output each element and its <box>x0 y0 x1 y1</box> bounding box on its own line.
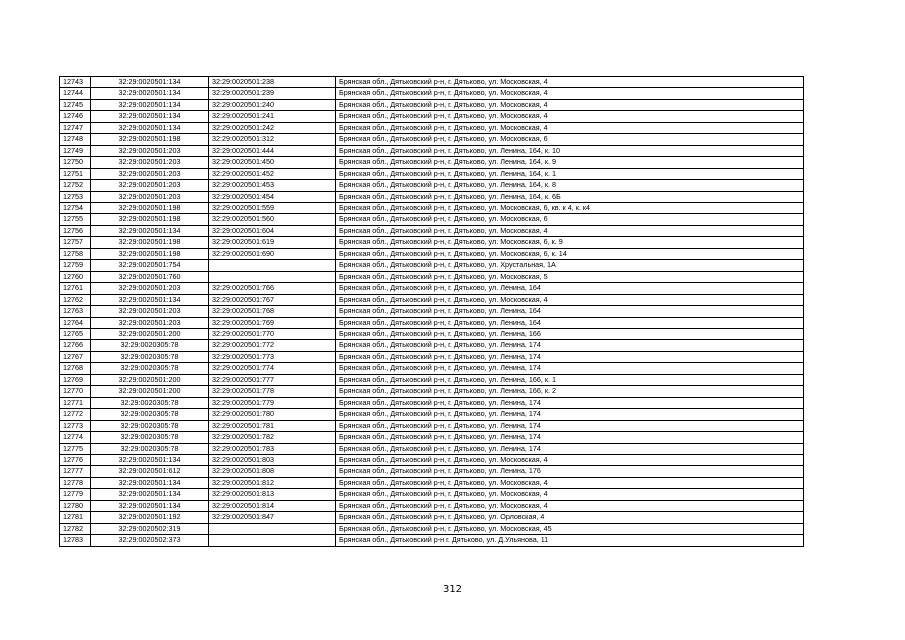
row-number-cell: 12765 <box>60 328 91 339</box>
object-cadastral-cell: 32:29:0020501:240 <box>209 99 336 110</box>
table-row <box>60 374 804 385</box>
object-cadastral-cell: 32:29:0020501:766 <box>209 283 336 294</box>
parent-cadastral-cell: 32:29:0020501:134 <box>91 489 209 500</box>
row-number-cell: 12753 <box>60 191 91 202</box>
object-cadastral-cell: 32:29:0020501:814 <box>209 500 336 511</box>
parent-cadastral-cell: 32:29:0020501:134 <box>91 99 209 110</box>
address-cell: Брянская обл., Дятьковский р-н, г. Дятьково, ул. Московская, 4 <box>336 294 804 305</box>
table-row <box>60 432 804 443</box>
object-cadastral-cell: 32:29:0020501:604 <box>209 225 336 236</box>
row-number-cell: 12770 <box>60 386 91 397</box>
table-row <box>60 237 804 248</box>
address-cell: Брянская обл., Дятьковский р-н, г. Дятьково, ул. Ленина, 164, к. 10 <box>336 145 804 156</box>
table-row <box>60 294 804 305</box>
object-cadastral-cell <box>209 535 336 546</box>
object-cadastral-cell: 32:29:0020501:782 <box>209 432 336 443</box>
row-number-cell: 12750 <box>60 157 91 168</box>
object-cadastral-cell: 32:29:0020501:768 <box>209 306 336 317</box>
parent-cadastral-cell: 32:29:0020501:134 <box>91 225 209 236</box>
object-cadastral-cell: 32:29:0020501:619 <box>209 237 336 248</box>
object-cadastral-cell: 32:29:0020501:767 <box>209 294 336 305</box>
row-number-cell: 12758 <box>60 248 91 259</box>
parent-cadastral-cell: 32:29:0020501:203 <box>91 191 209 202</box>
table-row <box>60 191 804 202</box>
address-cell: Брянская обл., Дятьковский р-н, г. Дятьково, ул. Ленина, 174 <box>336 432 804 443</box>
table-row <box>60 88 804 99</box>
row-number-cell: 12744 <box>60 88 91 99</box>
address-cell: Брянская обл., Дятьковский р-н, г. Дятьково, ул. Московская, 4 <box>336 88 804 99</box>
table-row <box>60 271 804 282</box>
address-cell: Брянская обл., Дятьковский р-н, г. Дятьково, ул. Московская, 4 <box>336 225 804 236</box>
object-cadastral-cell: 32:29:0020501:452 <box>209 168 336 179</box>
address-cell: Брянская обл., Дятьковский р-н, г. Дятьково, ул. Ленина, 166, к. 2 <box>336 386 804 397</box>
parent-cadastral-cell: 32:29:0020501:203 <box>91 317 209 328</box>
row-number-cell: 12774 <box>60 432 91 443</box>
parent-cadastral-cell: 32:29:0020305:78 <box>91 363 209 374</box>
address-cell: Брянская обл., Дятьковский р-н, г. Дятьково, ул. Московская, 4 <box>336 477 804 488</box>
object-cadastral-cell: 32:29:0020501:444 <box>209 145 336 156</box>
parent-cadastral-cell: 32:29:0020501:754 <box>91 260 209 271</box>
address-cell: Брянская обл., Дятьковский р-н, г. Дятьково, ул. Московская, 4 <box>336 454 804 465</box>
parent-cadastral-cell: 32:29:0020501:203 <box>91 306 209 317</box>
address-cell: Брянская обл., Дятьковский р-н, г. Дятьково, ул. Ленина, 174 <box>336 397 804 408</box>
address-cell: Брянская обл., Дятьковский р-н г. Дятьково, ул. Д.Ульянова, 11 <box>336 535 804 546</box>
table-row <box>60 386 804 397</box>
object-cadastral-cell: 32:29:0020501:241 <box>209 111 336 122</box>
row-number-cell: 12751 <box>60 168 91 179</box>
address-cell: Брянская обл., Дятьковский р-н, г. Дятьково, ул. Московская, 6 <box>336 134 804 145</box>
table-row <box>60 317 804 328</box>
table-row <box>60 306 804 317</box>
parent-cadastral-cell: 32:29:0020305:78 <box>91 351 209 362</box>
parent-cadastral-cell: 32:29:0020305:78 <box>91 397 209 408</box>
table-row <box>60 99 804 110</box>
parent-cadastral-cell: 32:29:0020502:319 <box>91 523 209 534</box>
parent-cadastral-cell: 32:29:0020501:203 <box>91 180 209 191</box>
object-cadastral-cell: 32:29:0020501:777 <box>209 374 336 385</box>
table-row <box>60 122 804 133</box>
table-row <box>60 168 804 179</box>
table-row <box>60 157 804 168</box>
parent-cadastral-cell: 32:29:0020501:134 <box>91 111 209 122</box>
address-cell: Брянская обл., Дятьковский р-н, г. Дятьково, ул. Московская, 4 <box>336 489 804 500</box>
parent-cadastral-cell: 32:29:0020501:134 <box>91 500 209 511</box>
table-row <box>60 535 804 546</box>
parent-cadastral-cell: 32:29:0020501:198 <box>91 134 209 145</box>
parent-cadastral-cell: 32:29:0020501:134 <box>91 454 209 465</box>
object-cadastral-cell: 32:29:0020501:847 <box>209 512 336 523</box>
row-number-cell: 12749 <box>60 145 91 156</box>
parent-cadastral-cell: 32:29:0020501:760 <box>91 271 209 282</box>
parent-cadastral-cell: 32:29:0020501:203 <box>91 168 209 179</box>
object-cadastral-cell: 32:29:0020501:772 <box>209 340 336 351</box>
row-number-cell: 12783 <box>60 535 91 546</box>
row-number-cell: 12755 <box>60 214 91 225</box>
parent-cadastral-cell: 32:29:0020501:200 <box>91 328 209 339</box>
object-cadastral-cell: 32:29:0020501:808 <box>209 466 336 477</box>
object-cadastral-cell: 32:29:0020501:239 <box>209 88 336 99</box>
object-cadastral-cell: 32:29:0020501:774 <box>209 363 336 374</box>
row-number-cell: 12764 <box>60 317 91 328</box>
object-cadastral-cell: 32:29:0020501:778 <box>209 386 336 397</box>
table-row <box>60 328 804 339</box>
object-cadastral-cell: 32:29:0020501:770 <box>209 328 336 339</box>
row-number-cell: 12766 <box>60 340 91 351</box>
table-row <box>60 248 804 259</box>
object-cadastral-cell: 32:29:0020501:560 <box>209 214 336 225</box>
address-cell: Брянская обл., Дятьковский р-н, г. Дятьково, ул. Ленина, 174 <box>336 443 804 454</box>
row-number-cell: 12776 <box>60 454 91 465</box>
table-row <box>60 260 804 271</box>
address-cell: Брянская обл., Дятьковский р-н, г. Дятьково, ул. Ленина, 174 <box>336 409 804 420</box>
table-row <box>60 454 804 465</box>
table-body <box>60 77 804 547</box>
parent-cadastral-cell: 32:29:0020305:78 <box>91 409 209 420</box>
parent-cadastral-cell: 32:29:0020501:134 <box>91 88 209 99</box>
row-number-cell: 12781 <box>60 512 91 523</box>
address-cell: Брянская обл., Дятьковский р-н, г. Дятьково, ул. Московская, 4 <box>336 77 804 88</box>
row-number-cell: 12743 <box>60 77 91 88</box>
object-cadastral-cell: 32:29:0020501:781 <box>209 420 336 431</box>
object-cadastral-cell: 32:29:0020501:450 <box>209 157 336 168</box>
table-row <box>60 283 804 294</box>
parent-cadastral-cell: 32:29:0020501:134 <box>91 294 209 305</box>
table-row <box>60 214 804 225</box>
row-number-cell: 12767 <box>60 351 91 362</box>
row-number-cell: 12760 <box>60 271 91 282</box>
object-cadastral-cell: 32:29:0020501:813 <box>209 489 336 500</box>
table-row <box>60 500 804 511</box>
object-cadastral-cell: 32:29:0020501:769 <box>209 317 336 328</box>
parent-cadastral-cell: 32:29:0020501:198 <box>91 214 209 225</box>
row-number-cell: 12769 <box>60 374 91 385</box>
table-row <box>60 512 804 523</box>
object-cadastral-cell: 32:29:0020501:812 <box>209 477 336 488</box>
object-cadastral-cell: 32:29:0020501:559 <box>209 202 336 213</box>
address-cell: Брянская обл., Дятьковский р-н, г. Дятьково, ул. Ленина, 174 <box>336 340 804 351</box>
row-number-cell: 12780 <box>60 500 91 511</box>
table-row <box>60 77 804 88</box>
address-cell: Брянская обл., Дятьковский р-н, г. Дятьково, ул. Московская, 45 <box>336 523 804 534</box>
address-cell: Брянская обл., Дятьковский р-н, г. Дятьково, ул. Ленина, 164, к. 1 <box>336 168 804 179</box>
table-row <box>60 443 804 454</box>
parent-cadastral-cell: 32:29:0020501:198 <box>91 202 209 213</box>
row-number-cell: 12761 <box>60 283 91 294</box>
parent-cadastral-cell: 32:29:0020501:200 <box>91 374 209 385</box>
cadastral-table <box>59 76 804 547</box>
row-number-cell: 12779 <box>60 489 91 500</box>
address-cell: Брянская обл., Дятьковский р-н, г. Дятьково, ул. Ленина, 164 <box>336 283 804 294</box>
object-cadastral-cell: 32:29:0020501:803 <box>209 454 336 465</box>
parent-cadastral-cell: 32:29:0020501:134 <box>91 77 209 88</box>
row-number-cell: 12757 <box>60 237 91 248</box>
object-cadastral-cell <box>209 523 336 534</box>
address-cell: Брянская обл., Дятьковский р-н, г. Дятьково, ул. Ленина, 174 <box>336 420 804 431</box>
row-number-cell: 12763 <box>60 306 91 317</box>
row-number-cell: 12745 <box>60 99 91 110</box>
parent-cadastral-cell: 32:29:0020501:134 <box>91 477 209 488</box>
address-cell: Брянская обл., Дятьковский р-н, г. Дятьково, ул. Орловская, 4 <box>336 512 804 523</box>
object-cadastral-cell: 32:29:0020501:242 <box>209 122 336 133</box>
table-row <box>60 420 804 431</box>
row-number-cell: 12768 <box>60 363 91 374</box>
row-number-cell: 12752 <box>60 180 91 191</box>
address-cell: Брянская обл., Дятьковский р-н, г. Дятьково, ул. Ленина, 164, к. 8 <box>336 180 804 191</box>
table-row <box>60 523 804 534</box>
row-number-cell: 12773 <box>60 420 91 431</box>
parent-cadastral-cell: 32:29:0020305:78 <box>91 432 209 443</box>
parent-cadastral-cell: 32:29:0020501:612 <box>91 466 209 477</box>
parent-cadastral-cell: 32:29:0020305:78 <box>91 443 209 454</box>
parent-cadastral-cell: 32:29:0020501:198 <box>91 237 209 248</box>
object-cadastral-cell: 32:29:0020501:238 <box>209 77 336 88</box>
table-row <box>60 180 804 191</box>
row-number-cell: 12778 <box>60 477 91 488</box>
table-row <box>60 111 804 122</box>
row-number-cell: 12777 <box>60 466 91 477</box>
row-number-cell: 12782 <box>60 523 91 534</box>
address-cell: Брянская обл., Дятьковский р-н, г. Дятьково, ул. Ленина, 164, к. 9 <box>336 157 804 168</box>
address-cell: Брянская обл., Дятьковский р-н, г. Дятьково, ул. Московская, 5 <box>336 271 804 282</box>
parent-cadastral-cell: 32:29:0020501:203 <box>91 157 209 168</box>
object-cadastral-cell: 32:29:0020501:780 <box>209 409 336 420</box>
address-cell: Брянская обл., Дятьковский р-н, г. Дятьково, ул. Ленина, 164 <box>336 317 804 328</box>
row-number-cell: 12759 <box>60 260 91 271</box>
row-number-cell: 12771 <box>60 397 91 408</box>
address-cell: Брянская обл., Дятьковский р-н, г. Дятьково, ул. Ленина, 166, к. 1 <box>336 374 804 385</box>
address-cell: Брянская обл., Дятьковский р-н, г. Дятьково, ул. Ленина, 166 <box>336 328 804 339</box>
table-row <box>60 363 804 374</box>
table-row <box>60 202 804 213</box>
parent-cadastral-cell: 32:29:0020501:203 <box>91 145 209 156</box>
table-row <box>60 351 804 362</box>
table-row <box>60 340 804 351</box>
object-cadastral-cell: 32:29:0020501:453 <box>209 180 336 191</box>
table-row <box>60 134 804 145</box>
address-cell: Брянская обл., Дятьковский р-н, г. Дятьково, ул. Московская, 4 <box>336 111 804 122</box>
object-cadastral-cell: 32:29:0020501:779 <box>209 397 336 408</box>
address-cell: Брянская обл., Дятьковский р-н, г. Дятьково, ул. Хрустальная, 1А <box>336 260 804 271</box>
object-cadastral-cell: 32:29:0020501:690 <box>209 248 336 259</box>
parent-cadastral-cell: 32:29:0020501:200 <box>91 386 209 397</box>
row-number-cell: 12754 <box>60 202 91 213</box>
address-cell: Брянская обл., Дятьковский р-н, г. Дятьково, ул. Ленина, 174 <box>336 363 804 374</box>
address-cell: Брянская обл., Дятьковский р-н, г. Дятьково, ул. Московская, 6, кв. к 4, к. к4 <box>336 202 804 213</box>
parent-cadastral-cell: 32:29:0020305:78 <box>91 340 209 351</box>
parent-cadastral-cell: 32:29:0020502:373 <box>91 535 209 546</box>
object-cadastral-cell: 32:29:0020501:773 <box>209 351 336 362</box>
parent-cadastral-cell: 32:29:0020501:203 <box>91 283 209 294</box>
object-cadastral-cell: 32:29:0020501:312 <box>209 134 336 145</box>
address-cell: Брянская обл., Дятьковский р-н, г. Дятьково, ул. Московская, 4 <box>336 99 804 110</box>
parent-cadastral-cell: 32:29:0020501:192 <box>91 512 209 523</box>
table-row <box>60 466 804 477</box>
row-number-cell: 12775 <box>60 443 91 454</box>
address-cell: Брянская обл., Дятьковский р-н, г. Дятьково, ул. Московская, 6, к. 9 <box>336 237 804 248</box>
table-row <box>60 477 804 488</box>
object-cadastral-cell <box>209 260 336 271</box>
table-row <box>60 225 804 236</box>
object-cadastral-cell <box>209 271 336 282</box>
page-number: 312 <box>442 584 463 595</box>
table-row <box>60 145 804 156</box>
object-cadastral-cell: 32:29:0020501:783 <box>209 443 336 454</box>
row-number-cell: 12747 <box>60 122 91 133</box>
row-number-cell: 12762 <box>60 294 91 305</box>
row-number-cell: 12756 <box>60 225 91 236</box>
table-row <box>60 409 804 420</box>
row-number-cell: 12748 <box>60 134 91 145</box>
row-number-cell: 12746 <box>60 111 91 122</box>
address-cell: Брянская обл., Дятьковский р-н, г. Дятьково, ул. Московская, 6, к. 14 <box>336 248 804 259</box>
address-cell: Брянская обл., Дятьковский р-н, г. Дятьково, ул. Ленина, 164 <box>336 306 804 317</box>
parent-cadastral-cell: 32:29:0020501:198 <box>91 248 209 259</box>
parent-cadastral-cell: 32:29:0020501:134 <box>91 122 209 133</box>
address-cell: Брянская обл., Дятьковский р-н, г. Дятьково, ул. Ленина, 164, к. 6Б <box>336 191 804 202</box>
address-cell: Брянская обл., Дятьковский р-н, г. Дятьково, ул. Московская, 4 <box>336 122 804 133</box>
parent-cadastral-cell: 32:29:0020305:78 <box>91 420 209 431</box>
address-cell: Брянская обл., Дятьковский р-н, г. Дятьково, ул. Московская, 6 <box>336 214 804 225</box>
address-cell: Брянская обл., Дятьковский р-н, г. Дятьково, ул. Московская, 4 <box>336 500 804 511</box>
table-row <box>60 489 804 500</box>
table-row <box>60 397 804 408</box>
object-cadastral-cell: 32:29:0020501:454 <box>209 191 336 202</box>
address-cell: Брянская обл., Дятьковский р-н, г. Дятьково, ул. Ленина, 176 <box>336 466 804 477</box>
address-cell: Брянская обл., Дятьковский р-н, г. Дятьково, ул. Ленина, 174 <box>336 351 804 362</box>
row-number-cell: 12772 <box>60 409 91 420</box>
